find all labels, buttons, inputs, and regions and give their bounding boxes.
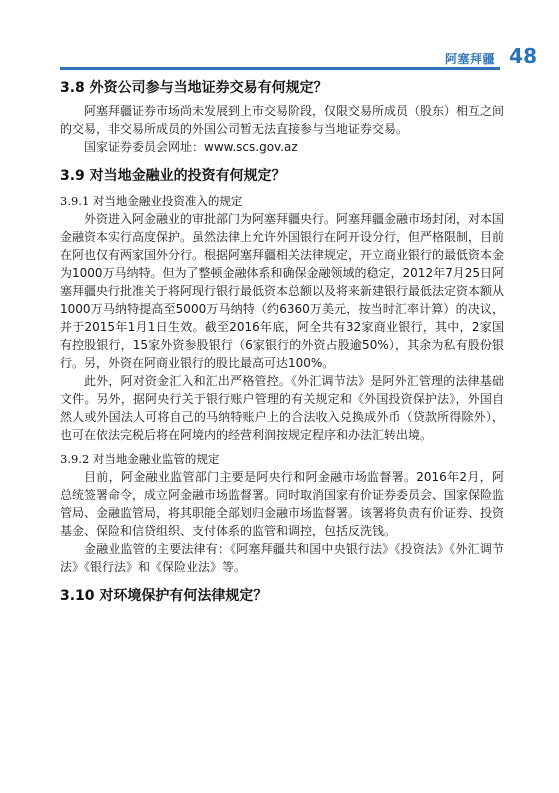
running-header-country: 阿塞拜疆: [444, 52, 495, 66]
header-rule: [60, 67, 500, 70]
section-heading-3-8: 3.8 外资公司参与当地证券交易有何规定？: [60, 80, 328, 96]
paragraph-3-9-1-2: 此外，阿对资金汇入和汇出严格管控。《外汇调节法》是阿外汇管理的法律基础文件。另外，据阿央行关于银行账户管理的有关规定和《外国投资保护法》，外国自然人或外国法人可将自己的马纳特账户上的合法收入兑换成外币（贷款所得除外），也可在依法完税后将在阿境内的经营利润按规定程序和办法汇转出境。: [60, 374, 504, 442]
paragraph-3-8-1: 阿塞拜疆证券市场尚未发展到上市交易阶段，仅限交易所成员（股东）相互之间的交易，非交易所成员的外国公司暂无法直接参与当地证券交易。: [60, 104, 505, 136]
paragraph-3-9-1-1: 外资进入阿金融业的审批部门为阿塞拜疆央行。阿塞拜疆金融市场封闭，对本国金融资本实行高度保护。虽然法律上允许外国银行在阿开设分行，但严格限制，目前在阿也仅有两家国外分行。根据阿塞拜疆相关法律规定，开立商业银行的最低资本金为1000万马纳特。但为了整顿金融体系和确保金融领域的稳定，2012年7月25日阿塞拜疆央行批准关于将阿现行银行最低资本总额以及将来新建银行最低法定资本额从1000万马纳特提高至5000万马纳特（约6360万美元，按当时汇率计算）的决议，并于2015年1月1日生效。截至2016年底，阿全共有32家商业银行，其中，2家国有控股银行，15家外资参股银行（6家银行的外资占股逾50%），其余为私有股份银行。另，外资在阿商业银行的股比最高可达100%。: [60, 212, 505, 370]
section-heading-3-10: 3.10 对环境保护有何法律规定？: [60, 588, 268, 604]
page-number: 48: [509, 44, 537, 68]
paragraph-3-9-2-2: 金融业监管的主要法律有：《阿塞拜疆共和国中央银行法》《投资法》《外汇调节法》《银行法》和《保险业法》等。: [60, 542, 504, 574]
section-heading-3-9: 3.9 对当地金融业的投资有何规定？: [60, 168, 286, 184]
page-body: [60, 78, 504, 606]
subsection-heading-3-9-2: 3.9.2 对当地金融业监管的规定: [60, 452, 220, 466]
subsection-heading-3-9-1: 3.9.1 对当地金融业投资准入的规定: [60, 194, 243, 208]
paragraph-3-8-website: 国家证券委员会网址：www.scs.gov.az: [84, 140, 298, 154]
paragraph-3-9-2-1: 目前，阿金融业监管部门主要是阿央行和阿金融市场监督署。2016年2月，阿总统签署命令，成立阿金融市场监督署。同时取消国家有价证券委员会、国家保险监管局、金融监管局，将其职能全部划归金融市场监督署。该署将负责有价证券、投资基金、保险和信贷组织、支付体系的监管和调控，包括反洗钱。: [60, 470, 505, 538]
page-header: [0, 0, 559, 70]
